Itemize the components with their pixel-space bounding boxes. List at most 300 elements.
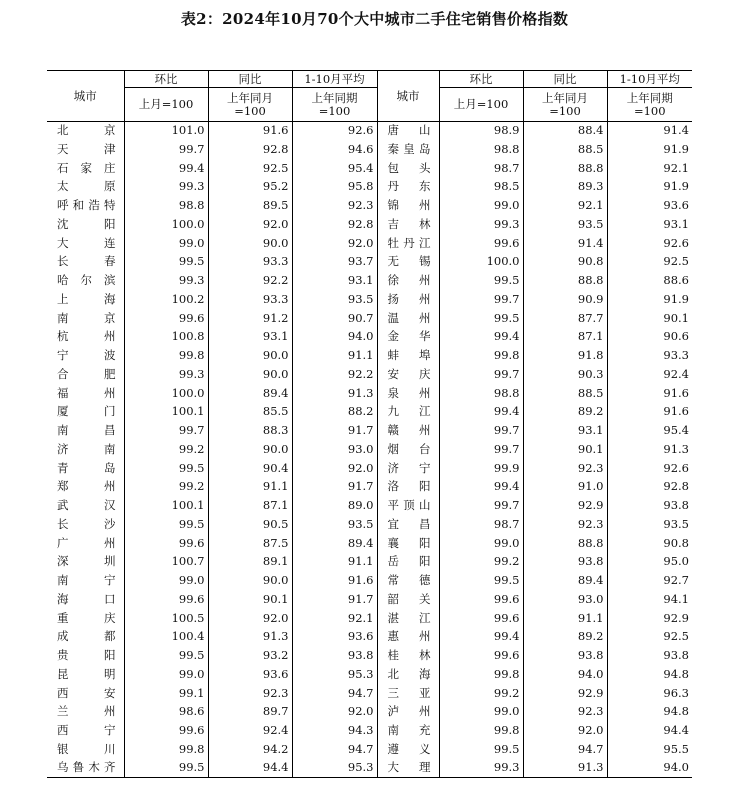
yoy-value-left: 92.0 [208, 609, 292, 628]
mom-value-left: 99.5 [124, 759, 208, 778]
mom-value-left: 101.0 [124, 122, 208, 141]
avg-value-right: 92.7 [607, 572, 692, 591]
avg-value-right: 91.6 [607, 384, 692, 403]
yoy-value-right: 92.1 [523, 197, 607, 216]
yoy-value-left: 90.5 [208, 515, 292, 534]
mom-value-right: 98.8 [439, 140, 523, 159]
avg-value-right: 92.6 [607, 234, 692, 253]
table-row [47, 328, 692, 347]
avg-value-right: 91.6 [607, 403, 692, 422]
yoy-value-right: 88.5 [523, 140, 607, 159]
avg-value-right: 95.4 [607, 422, 692, 441]
city-name-right: 洛 阳 [377, 478, 439, 497]
avg-value-right: 96.3 [607, 684, 692, 703]
mom-value-left: 99.7 [124, 140, 208, 159]
mom-value-left: 100.5 [124, 609, 208, 628]
city-name-left: 海 口 [47, 590, 124, 609]
avg-value-left: 94.6 [292, 140, 377, 159]
mom-value-right: 99.4 [439, 628, 523, 647]
table-row [47, 290, 692, 309]
yoy-value-right: 93.8 [523, 553, 607, 572]
mom-value-left: 99.6 [124, 534, 208, 553]
table-row [47, 253, 692, 272]
yoy-value-left: 87.5 [208, 534, 292, 553]
city-name-left: 郑 州 [47, 478, 124, 497]
mom-value-right: 98.9 [439, 122, 523, 141]
yoy-value-right: 91.3 [523, 759, 607, 778]
yoy-value-left: 92.0 [208, 215, 292, 234]
city-name-left: 济 南 [47, 440, 124, 459]
city-name-left: 南 京 [47, 309, 124, 328]
mom-value-right: 99.7 [439, 422, 523, 441]
city-name-right: 扬 州 [377, 290, 439, 309]
city-name-left: 武 汉 [47, 497, 124, 516]
avg-value-right: 92.5 [607, 628, 692, 647]
yoy-value-right: 89.3 [523, 178, 607, 197]
city-name-left: 上 海 [47, 290, 124, 309]
avg-value-left: 93.5 [292, 515, 377, 534]
yoy-value-right: 90.8 [523, 253, 607, 272]
city-name-right: 金 华 [377, 328, 439, 347]
yoy-value-right: 92.3 [523, 703, 607, 722]
avg-value-left: 95.4 [292, 159, 377, 178]
avg-value-right: 93.1 [607, 215, 692, 234]
mom-value-left: 99.5 [124, 253, 208, 272]
yoy-value-right: 93.5 [523, 215, 607, 234]
city-name-right: 泸 州 [377, 703, 439, 722]
table-row [47, 215, 692, 234]
avg-value-left: 94.7 [292, 684, 377, 703]
table-row [47, 722, 692, 741]
yoy-value-right: 92.9 [523, 497, 607, 516]
mom-value-right: 98.7 [439, 515, 523, 534]
mom-value-left: 99.6 [124, 722, 208, 741]
city-name-right: 惠 州 [377, 628, 439, 647]
yoy-value-right: 88.5 [523, 384, 607, 403]
avg-value-left: 91.1 [292, 553, 377, 572]
yoy-value-left: 93.6 [208, 665, 292, 684]
yoy-value-left: 91.2 [208, 309, 292, 328]
yoy-value-left: 91.3 [208, 628, 292, 647]
yoy-value-left: 90.0 [208, 572, 292, 591]
avg-value-right: 94.4 [607, 722, 692, 741]
mom-value-right: 100.0 [439, 253, 523, 272]
yoy-value-right: 89.2 [523, 403, 607, 422]
yoy-value-left: 94.4 [208, 759, 292, 778]
mom-value-left: 99.3 [124, 365, 208, 384]
avg-value-left: 92.0 [292, 234, 377, 253]
mom-value-right: 99.8 [439, 722, 523, 741]
avg-value-left: 94.3 [292, 722, 377, 741]
mom-value-left: 99.8 [124, 347, 208, 366]
city-name-left: 杭 州 [47, 328, 124, 347]
avg-value-right: 91.9 [607, 140, 692, 159]
yoy-value-right: 93.0 [523, 590, 607, 609]
avg-value-right: 88.6 [607, 272, 692, 291]
city-name-right: 湛 江 [377, 609, 439, 628]
mom-value-left: 99.5 [124, 647, 208, 666]
table-row [47, 234, 692, 253]
table-row [47, 703, 692, 722]
city-name-left: 成 都 [47, 628, 124, 647]
avg-value-right: 90.6 [607, 328, 692, 347]
mom-value-left: 99.4 [124, 159, 208, 178]
mom-value-left: 99.3 [124, 272, 208, 291]
table-row [47, 197, 692, 216]
city-name-left: 深 圳 [47, 553, 124, 572]
yoy-value-right: 91.8 [523, 347, 607, 366]
yoy-value-right: 92.3 [523, 515, 607, 534]
avg-value-right: 92.5 [607, 253, 692, 272]
table-row [47, 609, 692, 628]
avg-value-right: 95.0 [607, 553, 692, 572]
yoy-value-left: 93.2 [208, 647, 292, 666]
mom-value-left: 100.4 [124, 628, 208, 647]
mom-value-right: 99.6 [439, 609, 523, 628]
mom-value-left: 99.1 [124, 684, 208, 703]
city-name-left: 呼 和 浩 特 [47, 197, 124, 216]
yoy-value-left: 92.8 [208, 140, 292, 159]
table-row [47, 553, 692, 572]
mom-value-left: 99.5 [124, 515, 208, 534]
yoy-value-left: 93.3 [208, 253, 292, 272]
city-name-left: 哈 尔 滨 [47, 272, 124, 291]
mom-value-right: 98.7 [439, 159, 523, 178]
city-name-left: 兰 州 [47, 703, 124, 722]
city-name-right: 北 海 [377, 665, 439, 684]
city-name-right: 平 顶 山 [377, 497, 439, 516]
city-name-left: 贵 阳 [47, 647, 124, 666]
city-name-left: 厦 门 [47, 403, 124, 422]
mom-value-right: 99.3 [439, 215, 523, 234]
avg-value-right: 93.3 [607, 347, 692, 366]
avg-value-right: 95.5 [607, 740, 692, 759]
city-name-left: 宁 波 [47, 347, 124, 366]
city-name-left: 西 安 [47, 684, 124, 703]
table-row [47, 365, 692, 384]
mom-value-right: 99.4 [439, 403, 523, 422]
avg-value-left: 93.6 [292, 628, 377, 647]
avg-value-right: 91.9 [607, 178, 692, 197]
table-row [47, 422, 692, 441]
mom-value-left: 100.8 [124, 328, 208, 347]
mom-value-right: 99.2 [439, 684, 523, 703]
avg-value-right: 94.0 [607, 759, 692, 778]
avg-value-left: 95.8 [292, 178, 377, 197]
avg-value-right: 93.5 [607, 515, 692, 534]
city-name-left: 银 川 [47, 740, 124, 759]
avg-value-left: 91.6 [292, 572, 377, 591]
header-avg-left: 1-10月平均 [292, 71, 377, 88]
avg-value-left: 93.1 [292, 272, 377, 291]
avg-value-left: 93.7 [292, 253, 377, 272]
header-city-left: 城市 [47, 71, 124, 122]
yoy-value-right: 91.0 [523, 478, 607, 497]
header-mom-sub-left: 上月=100 [124, 88, 208, 122]
city-name-right: 济 宁 [377, 459, 439, 478]
avg-value-right: 91.4 [607, 122, 692, 141]
avg-value-left: 93.5 [292, 290, 377, 309]
city-name-left: 西 宁 [47, 722, 124, 741]
table-body [47, 122, 692, 778]
city-name-left: 福 州 [47, 384, 124, 403]
yoy-value-right: 87.7 [523, 309, 607, 328]
city-name-left: 青 岛 [47, 459, 124, 478]
mom-value-right: 99.5 [439, 740, 523, 759]
header-mom-left: 环比 [124, 71, 208, 88]
mom-value-left: 99.6 [124, 309, 208, 328]
yoy-value-right: 89.4 [523, 572, 607, 591]
header-yoy-right: 同比 [523, 71, 607, 88]
city-name-right: 赣 州 [377, 422, 439, 441]
yoy-value-left: 90.1 [208, 590, 292, 609]
city-name-right: 三 亚 [377, 684, 439, 703]
mom-value-right: 99.4 [439, 328, 523, 347]
city-name-left: 沈 阳 [47, 215, 124, 234]
city-name-right: 丹 东 [377, 178, 439, 197]
yoy-value-right: 89.2 [523, 628, 607, 647]
avg-value-right: 93.8 [607, 647, 692, 666]
avg-value-left: 89.4 [292, 534, 377, 553]
yoy-value-right: 92.3 [523, 459, 607, 478]
city-name-left: 长 春 [47, 253, 124, 272]
yoy-value-right: 92.0 [523, 722, 607, 741]
city-name-left: 北 京 [47, 122, 124, 141]
yoy-value-left: 92.4 [208, 722, 292, 741]
yoy-value-left: 85.5 [208, 403, 292, 422]
table-row [47, 515, 692, 534]
city-name-right: 唐 山 [377, 122, 439, 141]
city-name-left: 大 连 [47, 234, 124, 253]
yoy-value-left: 92.2 [208, 272, 292, 291]
mom-value-right: 99.0 [439, 534, 523, 553]
mom-value-left: 99.0 [124, 665, 208, 684]
avg-value-right: 92.1 [607, 159, 692, 178]
mom-value-left: 100.7 [124, 553, 208, 572]
mom-value-left: 100.2 [124, 290, 208, 309]
yoy-value-left: 89.7 [208, 703, 292, 722]
city-name-right: 温 州 [377, 309, 439, 328]
city-name-left: 重 庆 [47, 609, 124, 628]
header-avg-sub-left: 上年同期 =100 [292, 88, 377, 122]
mom-value-right: 99.6 [439, 647, 523, 666]
mom-value-left: 99.8 [124, 740, 208, 759]
avg-value-left: 95.3 [292, 759, 377, 778]
yoy-value-left: 92.5 [208, 159, 292, 178]
mom-value-right: 99.8 [439, 347, 523, 366]
yoy-value-right: 91.1 [523, 609, 607, 628]
avg-value-left: 92.0 [292, 703, 377, 722]
table-row [47, 440, 692, 459]
yoy-value-right: 94.7 [523, 740, 607, 759]
avg-value-right: 94.1 [607, 590, 692, 609]
avg-value-left: 95.3 [292, 665, 377, 684]
avg-value-left: 92.0 [292, 459, 377, 478]
header-avg-sub-right: 上年同期 =100 [607, 88, 692, 122]
mom-value-left: 100.1 [124, 403, 208, 422]
city-name-right: 包 头 [377, 159, 439, 178]
table-row [47, 572, 692, 591]
header-avg-right: 1-10月平均 [607, 71, 692, 88]
city-name-right: 遵 义 [377, 740, 439, 759]
mom-value-left: 99.3 [124, 178, 208, 197]
city-name-right: 安 庆 [377, 365, 439, 384]
header-mom-sub-right: 上月=100 [439, 88, 523, 122]
yoy-value-left: 91.6 [208, 122, 292, 141]
mom-value-left: 100.0 [124, 384, 208, 403]
avg-value-left: 92.3 [292, 197, 377, 216]
avg-value-left: 91.1 [292, 347, 377, 366]
city-name-right: 吉 林 [377, 215, 439, 234]
yoy-value-right: 88.8 [523, 534, 607, 553]
table-row [47, 478, 692, 497]
city-name-right: 南 充 [377, 722, 439, 741]
mom-value-right: 99.5 [439, 272, 523, 291]
city-name-right: 常 德 [377, 572, 439, 591]
city-name-right: 襄 阳 [377, 534, 439, 553]
mom-value-right: 99.3 [439, 759, 523, 778]
mom-value-right: 99.7 [439, 290, 523, 309]
mom-value-right: 99.5 [439, 572, 523, 591]
mom-value-left: 99.0 [124, 234, 208, 253]
yoy-value-right: 88.8 [523, 272, 607, 291]
mom-value-right: 99.4 [439, 478, 523, 497]
yoy-value-right: 92.9 [523, 684, 607, 703]
mom-value-right: 99.6 [439, 234, 523, 253]
city-name-left: 石 家 庄 [47, 159, 124, 178]
mom-value-right: 99.6 [439, 590, 523, 609]
avg-value-right: 92.4 [607, 365, 692, 384]
avg-value-left: 91.3 [292, 384, 377, 403]
yoy-value-left: 89.5 [208, 197, 292, 216]
table-row [47, 740, 692, 759]
avg-value-right: 93.6 [607, 197, 692, 216]
mom-value-left: 99.5 [124, 459, 208, 478]
header-city-right: 城市 [377, 71, 439, 122]
city-name-left: 乌 鲁 木 齐 [47, 759, 124, 778]
city-name-right: 九 江 [377, 403, 439, 422]
table-row [47, 140, 692, 159]
yoy-value-right: 91.4 [523, 234, 607, 253]
city-name-right: 韶 关 [377, 590, 439, 609]
avg-value-left: 92.6 [292, 122, 377, 141]
city-name-right: 烟 台 [377, 440, 439, 459]
yoy-value-right: 90.3 [523, 365, 607, 384]
table-row [47, 759, 692, 778]
yoy-value-left: 89.1 [208, 553, 292, 572]
table-row [47, 534, 692, 553]
table-row [47, 384, 692, 403]
avg-value-left: 89.0 [292, 497, 377, 516]
mom-value-left: 98.6 [124, 703, 208, 722]
yoy-value-left: 92.3 [208, 684, 292, 703]
mom-value-left: 98.8 [124, 197, 208, 216]
table-row [47, 459, 692, 478]
avg-value-right: 92.8 [607, 478, 692, 497]
mom-value-right: 99.0 [439, 197, 523, 216]
avg-value-right: 93.8 [607, 497, 692, 516]
city-name-right: 锦 州 [377, 197, 439, 216]
avg-value-right: 91.3 [607, 440, 692, 459]
table-row [47, 497, 692, 516]
table-row [47, 628, 692, 647]
avg-value-right: 94.8 [607, 703, 692, 722]
header-yoy-sub-left: 上年同月 =100 [208, 88, 292, 122]
page-title: 表2：2024年10月70个大中城市二手住宅销售价格指数 [180, 10, 569, 28]
city-name-right: 岳 阳 [377, 553, 439, 572]
table-row [47, 309, 692, 328]
mom-value-left: 99.7 [124, 422, 208, 441]
price-index-table [47, 70, 692, 778]
avg-value-left: 88.2 [292, 403, 377, 422]
table-row [47, 347, 692, 366]
city-name-right: 无 锡 [377, 253, 439, 272]
yoy-value-left: 95.2 [208, 178, 292, 197]
table-row [47, 665, 692, 684]
city-name-left: 合 肥 [47, 365, 124, 384]
avg-value-right: 90.1 [607, 309, 692, 328]
city-name-left: 昆 明 [47, 665, 124, 684]
yoy-value-left: 89.4 [208, 384, 292, 403]
yoy-value-right: 93.1 [523, 422, 607, 441]
table-row [47, 647, 692, 666]
avg-value-left: 94.7 [292, 740, 377, 759]
header-yoy-sub-right: 上年同月 =100 [523, 88, 607, 122]
city-name-right: 宜 昌 [377, 515, 439, 534]
city-name-right: 牡 丹 江 [377, 234, 439, 253]
mom-value-left: 99.6 [124, 590, 208, 609]
city-name-left: 南 宁 [47, 572, 124, 591]
yoy-value-right: 90.1 [523, 440, 607, 459]
yoy-value-left: 90.0 [208, 365, 292, 384]
table-row [47, 122, 692, 141]
yoy-value-left: 88.3 [208, 422, 292, 441]
mom-value-right: 99.7 [439, 497, 523, 516]
city-name-left: 长 沙 [47, 515, 124, 534]
yoy-value-left: 87.1 [208, 497, 292, 516]
yoy-value-right: 88.4 [523, 122, 607, 141]
city-name-right: 蚌 埠 [377, 347, 439, 366]
yoy-value-left: 91.1 [208, 478, 292, 497]
table-row [47, 684, 692, 703]
mom-value-left: 100.1 [124, 497, 208, 516]
table-row [47, 159, 692, 178]
table-row [47, 178, 692, 197]
yoy-value-left: 90.0 [208, 440, 292, 459]
avg-value-right: 92.6 [607, 459, 692, 478]
city-name-right: 徐 州 [377, 272, 439, 291]
table-row [47, 403, 692, 422]
mom-value-right: 99.8 [439, 665, 523, 684]
yoy-value-right: 93.8 [523, 647, 607, 666]
avg-value-left: 93.8 [292, 647, 377, 666]
city-name-right: 泉 州 [377, 384, 439, 403]
table-row [47, 272, 692, 291]
mom-value-left: 99.0 [124, 572, 208, 591]
avg-value-left: 94.0 [292, 328, 377, 347]
city-name-left: 广 州 [47, 534, 124, 553]
avg-value-left: 92.1 [292, 609, 377, 628]
avg-value-right: 90.8 [607, 534, 692, 553]
avg-value-left: 91.7 [292, 422, 377, 441]
yoy-value-right: 90.9 [523, 290, 607, 309]
yoy-value-left: 93.3 [208, 290, 292, 309]
mom-value-right: 99.5 [439, 309, 523, 328]
city-name-right: 桂 林 [377, 647, 439, 666]
mom-value-right: 99.2 [439, 553, 523, 572]
yoy-value-right: 88.8 [523, 159, 607, 178]
mom-value-left: 100.0 [124, 215, 208, 234]
